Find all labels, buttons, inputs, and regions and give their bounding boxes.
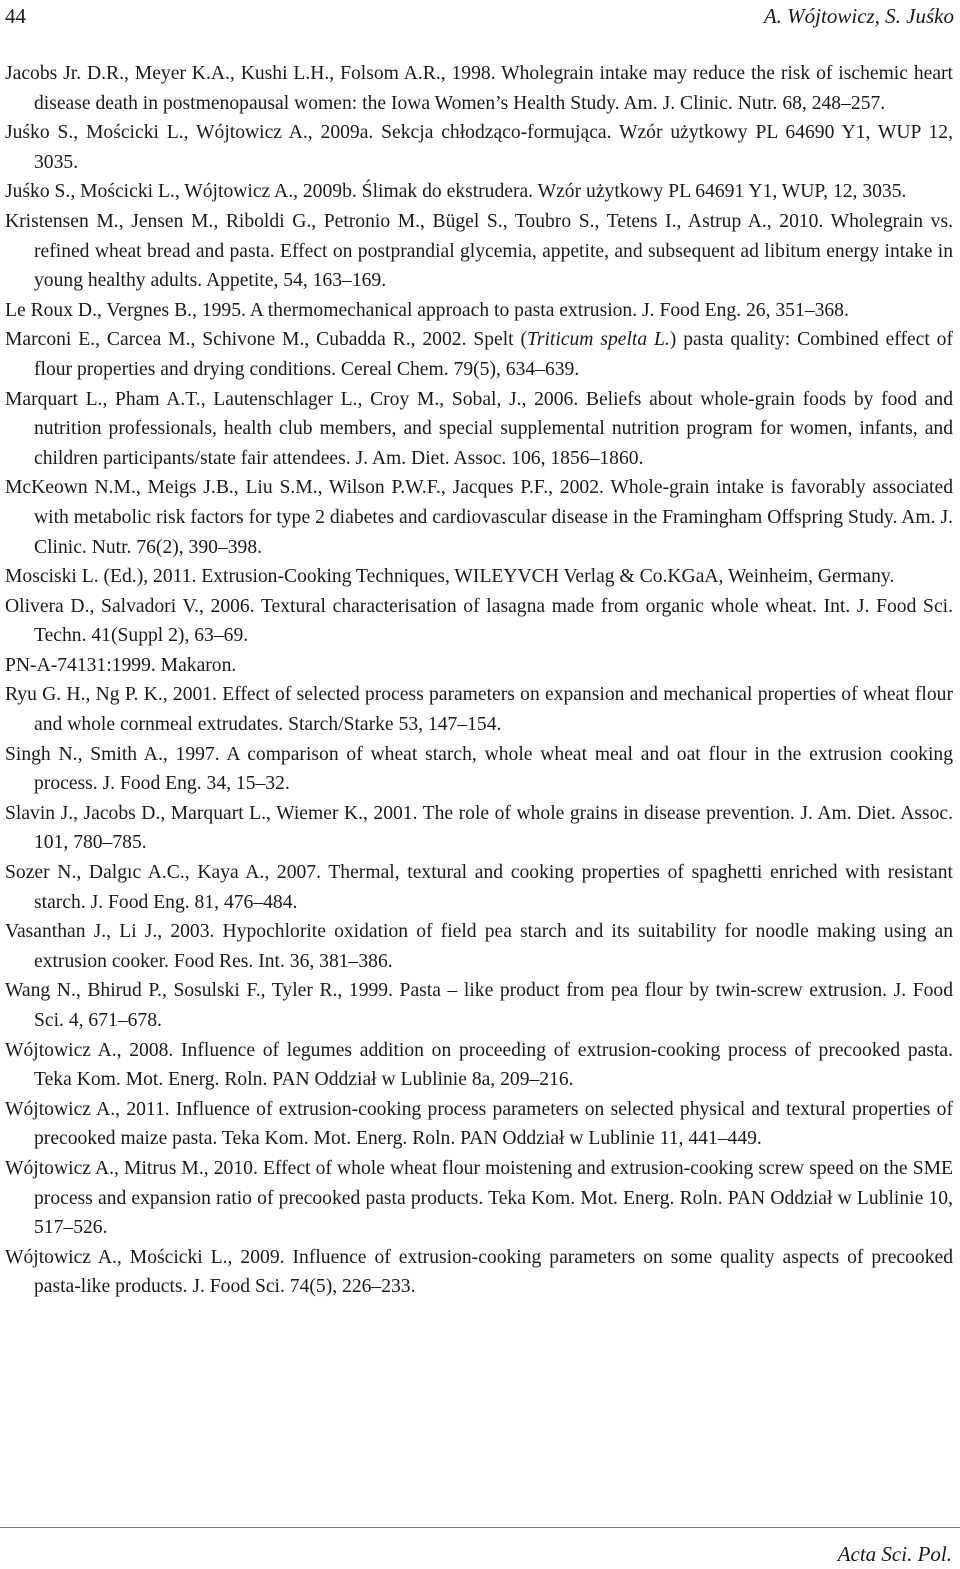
header-authors: A. Wójtowicz, S. Juśko xyxy=(763,4,954,28)
reference-entry: Juśko S., Mościcki L., Wójtowicz A., 2009a. Sekcja chłodząco-formująca. Wzór użytkowy PL 64690 Y1, WUP 12, 3035. xyxy=(5,122,953,173)
reference-entry: Singh N., Smith A., 1997. A comparison of wheat starch, whole wheat meal and oat flour in the extrusion cooking process. J. Food Eng. 34, 15–32. xyxy=(5,743,953,795)
reference-entry: Juśko S., Mościcki L., Wójtowicz A., 2009b. Ślimak do ekstrudera. Wzór użytkowy PL 64691 Y1, WUP, 12, 3035. xyxy=(5,181,907,203)
reference-entry: Olivera D., Salvadori V., 2006. Textural characterisation of lasagna made from organic whole wheat. Int. J. Food Sci. Techn. 41(Suppl 2), 63–69. xyxy=(5,595,953,647)
reference-entry: Jacobs Jr. D.R., Meyer K.A., Kushi L.H., Folsom A.R., 1998. Wholegrain intake may reduce the risk of ischemic heart disease death in postmenopausal women: the Iowa Women’s Health Study. Am. J. Clinic. Nutr. 68, 248–257. xyxy=(5,63,953,114)
reference-list xyxy=(5,59,953,1302)
reference-text: ) pasta quality: Combined effect of flour properties and drying conditions. Cereal Chem. 79(5), 634–639. xyxy=(34,329,953,380)
reference-entry xyxy=(5,325,953,384)
running-head xyxy=(5,0,954,32)
footer-divider xyxy=(0,1527,960,1528)
reference-entry: Vasanthan J., Li J., 2003. Hypochlorite oxidation of field pea starch and its suitability for noodle making using an extrusion cooker. Food Res. Int. 36, 381–386. xyxy=(5,921,953,972)
footer-journal-name: Acta Sci. Pol. xyxy=(837,1542,952,1566)
reference-text: Marconi E., Carcea M., Schivone M., Cubadda R., 2002. Spelt ( xyxy=(5,329,528,351)
page-number: 44 xyxy=(5,4,26,28)
reference-entry: Ryu G. H., Ng P. K., 2001. Effect of selected process parameters on expansion and mechanical properties of wheat flour and whole cornmeal extrudates. Starch/Starke 53, 147–154. xyxy=(5,684,953,736)
reference-entry: Sozer N., Dalgıc A.C., Kaya A., 2007. Thermal, textural and cooking properties of spaghetti enriched with resistant starch. J. Food Eng. 81, 476–484. xyxy=(5,862,953,913)
reference-entry: PN-A-74131:1999. Makaron. xyxy=(5,654,237,676)
reference-entry: Wójtowicz A., Mościcki L., 2009. Influence of extrusion-cooking parameters on some quality aspects of precooked pasta-like products. J. Food Sci. 74(5), 226–233. xyxy=(5,1246,953,1298)
reference-entry: Marquart L., Pham A.T., Lautenschlager L., Croy M., Sobal, J., 2006. Beliefs about whole-grain foods by food and nutrition professionals, health club members, and special supplemental nutrition program for women, infants, and children participants/state fair attendees. J. Am. Diet. Assoc. 106, 1856–1860. xyxy=(5,388,953,469)
reference-entry: McKeown N.M., Meigs J.B., Liu S.M., Wilson P.W.F., Jacques P.F., 2002. Whole-grain intake is favorably associated with metabolic risk factors for type 2 diabetes and cardiovascular disease in the Framingham Offspring Study. Am. J. Clinic. Nutr. 76(2), 390–398. xyxy=(5,477,953,558)
reference-entry: Wójtowicz A., Mitrus M., 2010. Effect of whole wheat flour moistening and extrusion-cooking screw speed on the SME process and expansion ratio of precooked pasta products. Teka Kom. Mot. Energ. Roln. PAN Oddział w Lublinie 10, 517–526. xyxy=(5,1157,953,1239)
reference-species-name: Triticum spelta L. xyxy=(527,329,670,351)
reference-entry: Kristensen M., Jensen M., Riboldi G., Petronio M., Bügel S., Toubro S., Tetens I., Astrup A., 2010. Wholegrain vs. refined wheat bread and pasta. Effect on postprandial glycemia, appetite, and subsequent ad libitum energy intake in young healthy adults. Appetite, 54, 163–169. xyxy=(5,210,953,292)
reference-entry: Wójtowicz A., 2011. Influence of extrusion-cooking process parameters on selected physical and textural properties of precooked maize pasta. Teka Kom. Mot. Energ. Roln. PAN Oddział w Lublinie 11, 441–449. xyxy=(5,1098,953,1150)
reference-entry: Wang N., Bhirud P., Sosulski F., Tyler R., 1999. Pasta – like product from pea flour by twin-screw extrusion. J. Food Sci. 4, 671–678. xyxy=(5,980,953,1031)
reference-entry: Wójtowicz A., 2008. Influence of legumes addition on proceeding of extrusion-cooking process of precooked pasta. Teka Kom. Mot. Energ. Roln. PAN Oddział w Lublinie 8a, 209–216. xyxy=(5,1039,953,1091)
reference-entry: Le Roux D., Vergnes B., 1995. A thermomechanical approach to pasta extrusion. J. Food Eng. 26, 351–368. xyxy=(5,299,849,321)
reference-entry: Mosciski L. (Ed.), 2011. Extrusion-Cooking Techniques, WILEYVCH Verlag & Co.KGaA, Weinheim, Germany. xyxy=(5,566,895,588)
reference-entry: Slavin J., Jacobs D., Marquart L., Wiemer K., 2001. The role of whole grains in disease prevention. J. Am. Diet. Assoc. 101, 780–785. xyxy=(5,802,953,854)
